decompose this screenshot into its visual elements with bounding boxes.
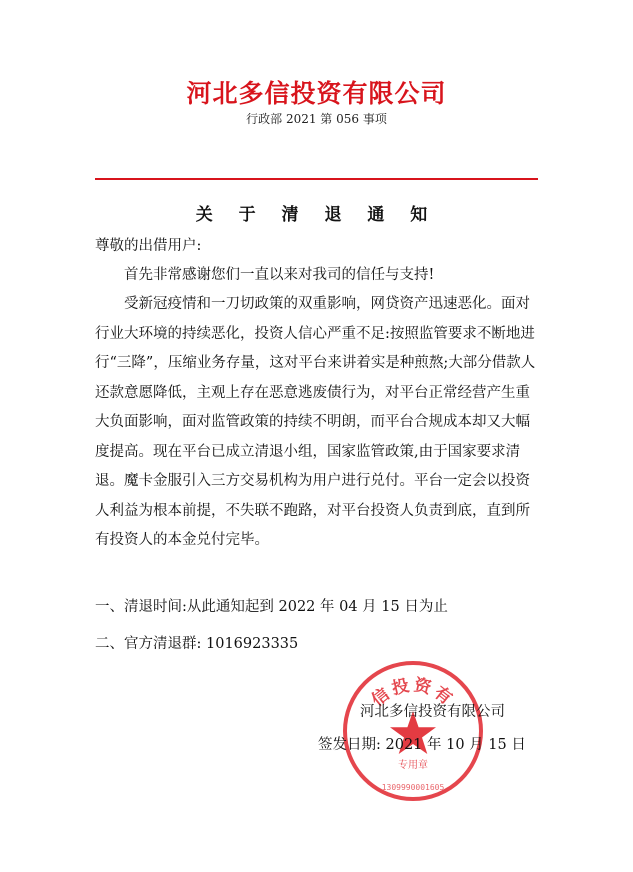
document-number: 行政部 2021 第 056 事项 [246, 112, 387, 126]
notice-title: 关 于 清 退 通 知 [195, 205, 438, 225]
salutation: 尊敬的出借用户: [95, 238, 202, 254]
seal-code: 1309990001605 [381, 783, 445, 792]
signature-date: 签发日期: 2021 年 10 月 15 日 [318, 737, 526, 753]
signature-company: 河北多信投资有限公司 [360, 704, 505, 720]
seal-subtitle: 专用章 [398, 760, 428, 771]
company-seal [338, 656, 488, 806]
body-paragraph: 受新冠疫情和一刀切政策的双重影响，网贷资产迅速恶化。面对行业大环境的持续恶化，投资人信心严重不足:按照监管要求不断地进行“三降”，压缩业务存量，这对平台来讲着实是种煎熬;大部分借款人还款意愿降低，主观上存在恶意逃废债行为，对平台正常经营产生重大负面影响，面对监管政策的持续不明朗，而平台合规成本却又大幅度提高。现在平台已成立清退小组，国家监管政策,由于国家要求清退。魔卡金服引入三方交易机构为用户进行兑付。平台一定会以投资人利益为根本前提，不失联不跑路，对平台投资人负责到底，直到所有投资人的本金兑付完毕。 [95, 296, 536, 548]
item-clearance-time: 一、清退时间:从此通知起到 2022 年 04 月 15 日为止 [95, 599, 448, 615]
header-divider [95, 178, 538, 180]
item-official-group: 二、官方清退群: 1016923335 [95, 636, 299, 652]
company-title: 河北多信投资有限公司 [186, 79, 447, 108]
seal-arc-text: 信投资有 [368, 675, 458, 711]
thanks-paragraph: 首先非常感谢您们一直以来对我司的信任与支持! [124, 267, 435, 283]
